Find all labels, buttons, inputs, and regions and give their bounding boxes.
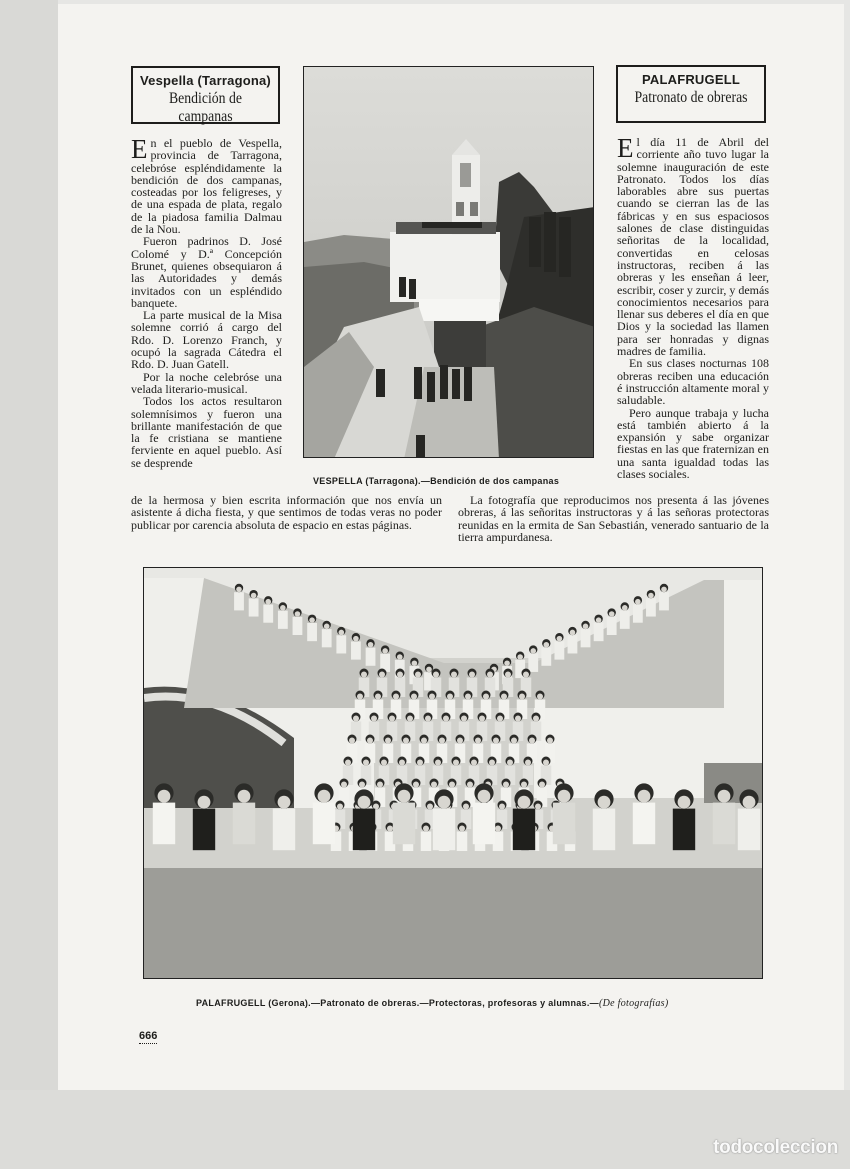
- left-article-body: [131, 134, 282, 470]
- right-paragraph-3: Pero aunque trabaja y lucha está también abierto á la expansión y sabe organizar fiestas en las que fraternizan en una santa igualdad todas las clases sociales.: [617, 405, 769, 482]
- left-paragraph-4: Por la noche celebróse una velada literario-musical.: [131, 369, 282, 396]
- left-paragraph-3: La parte musical de la Misa solemne corrió á cargo del Rdo. D. Lorenzo Franch, y ocupó la sagrada Cátedra el Rdo. D. Juan Gatell.: [131, 308, 282, 372]
- photo-credit: (De fotografías): [598, 998, 669, 1009]
- right-headline-box: [616, 65, 766, 123]
- palafrugell-photo-caption: [196, 998, 668, 1009]
- vespella-chapel-photo: [303, 66, 594, 458]
- left-paragraph-1-text: n el pueblo de Vespella, provincia de Tarragona, celebróse espléndidamente la bendición de dos campanas, costeadas por los feligreses, y de una espada de plata, regalo de la piadosa familia Dalmau de la Nou.: [131, 136, 282, 237]
- page-number: 666: [139, 1030, 158, 1042]
- left-paragraph-1: [131, 134, 282, 237]
- palafrugell-caption-text: PALAFRUGELL (Gerona).—Patronato de obreras.—Protectoras, profesoras y alumnas.—: [196, 998, 599, 1008]
- right-article-body: [617, 133, 769, 482]
- vespella-chapel-photo-image: [304, 67, 594, 458]
- right-continuation-text: La fotografía que reproducimos nos presenta á las jóvenes obreras, á las señoritas instructoras y á las señoras protectoras reunidas en la ermita de San Sebastián, venerado santuario de la tierra ampurdanesa.: [458, 493, 769, 544]
- right-paragraph-1-text: l día 11 de Abril del corriente año tuvo lugar la solemne inauguración de este Patronato. Todos los días laborables abre sus puertas cuando se cierran las de las fábricas y en sus espaciosos salones de clase distinguidas señoritas de la localidad, convertidas en celosas instructoras, reciben á las obreras y les enseñan á leer, escribir, coser y zurcir, y demás conocimientos necesarios para llenar sus deberes el día en que Dios y la sociedad las llamen para ser honradas y dignas madres de familia.: [617, 135, 769, 359]
- right-dropcap: E: [617, 133, 634, 163]
- left-headline-title: Bendición de campanas: [169, 90, 242, 125]
- right-article-continuation: [458, 494, 769, 543]
- left-article-continuation: [131, 494, 442, 531]
- palafrugell-group-photo: [143, 567, 763, 979]
- left-dropcap: E: [131, 134, 148, 164]
- left-continuation-text: de la hermosa y bien escrita información que nos envía un asistente á dicha fiesta, y que sentimos de todas veras no poder publicar por carencia absoluta de espacio en estas páginas.: [131, 493, 442, 532]
- watermark-logo: todocoleccion: [713, 1137, 838, 1158]
- left-paragraph-2: Fueron padrinos D. José Colomé y D.ª Concepción Brunet, quienes obsequiaron á las Autoridades y demás invitados con un espléndido banquete.: [131, 234, 282, 310]
- right-paragraph-1: [617, 133, 769, 359]
- palafrugell-group-photo-image: [144, 568, 763, 979]
- left-headline-box: [131, 66, 280, 124]
- left-headline-place: Vespella (Tarragona): [140, 73, 271, 88]
- scan-margin: [0, 0, 58, 1169]
- right-headline-title: Patronato de obreras: [634, 89, 748, 106]
- left-paragraph-5: Todos los actos resultaron solemnísimos y fueron una brillante manifestación de que la fe cristiana se mantiene ferviente en aquel pueblo. Así se desprende: [131, 394, 282, 470]
- right-paragraph-2: En sus clases nocturnas 108 obreras reciben una educación é instrucción altamente moral y saludable.: [617, 356, 769, 408]
- vespella-photo-caption: VESPELLA (Tarragona).—Bendición de dos campanas: [313, 476, 560, 486]
- right-headline-place: PALAFRUGELL: [641, 72, 740, 87]
